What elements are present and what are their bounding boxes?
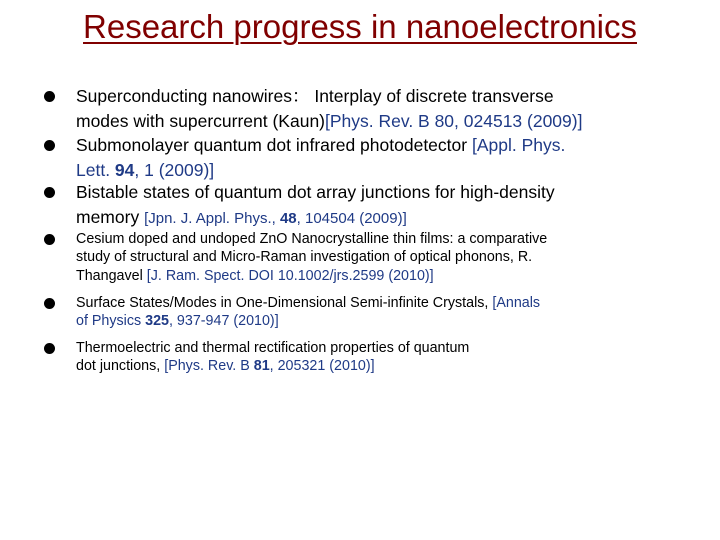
citation-text: , 104504 (2009)] [296, 209, 407, 227]
citation: [J. Ram. Spect. DOI 10.1002/jrs.2599 (2010)] [146, 267, 434, 284]
bullet-icon [44, 91, 55, 102]
bullet-icon [44, 298, 55, 309]
citation-text: , 937-947 (2010)] [168, 313, 279, 330]
item-text: Thangavel [76, 267, 147, 284]
citation [164, 358, 374, 374]
item-line [76, 294, 540, 312]
citation [76, 312, 540, 330]
item-line [76, 205, 555, 232]
item-text: memory [76, 206, 145, 227]
citation-text: Lett. [76, 159, 115, 180]
citation-text: [Jpn. J. Appl. Phys., [144, 209, 280, 227]
item-text: Surface States/Modes in One-Dimensional Semi-infinite Crystals, [76, 295, 493, 311]
citation: [Phys. Rev. B 80, 024513 (2009)] [325, 110, 583, 131]
citation: [Annals [492, 295, 541, 311]
bullet-icon [44, 234, 55, 245]
citation [144, 210, 407, 227]
citation-text: , 1 (2009)] [134, 159, 215, 180]
item-text: Submonolayer quantum dot infrared photodetector [76, 135, 472, 155]
item-line: Thermoelectric and thermal rectification properties of quantum [76, 340, 470, 356]
item-line [76, 267, 547, 285]
item-line: Bistable states of quantum dot array junctions for high-density [76, 182, 555, 202]
bullet-icon [44, 187, 55, 198]
item-text: modes with supercurrent (Kaun) [76, 110, 325, 131]
item-text: dot junctions, [76, 358, 165, 375]
item-line [76, 357, 469, 375]
citation-volume: 94 [114, 159, 135, 180]
item-line [76, 109, 582, 134]
slide-title: Research progress in nanoelectronics [83, 8, 637, 45]
citation-volume: 48 [279, 209, 297, 227]
item-line: study of structural and Micro-Raman investigation of optical phonons, R. [76, 249, 533, 266]
item-line: Cesium doped and undoped ZnO Nanocrystalline thin films: a comparative [76, 231, 548, 247]
citation-text: [Phys. Rev. B [164, 358, 254, 375]
item-line [76, 133, 565, 158]
bullet-icon [44, 343, 55, 354]
citation [76, 158, 565, 183]
citation-volume: 325 [145, 313, 169, 330]
citation: [Appl. Phys. [471, 135, 566, 155]
item-line: Superconducting nanowires： Interplay of discrete transverse [76, 86, 554, 106]
citation-text: , 205321 (2010)] [269, 358, 375, 375]
citation-text: of Physics [76, 313, 146, 330]
citation-volume: 81 [253, 358, 270, 375]
bullet-icon [44, 140, 55, 151]
